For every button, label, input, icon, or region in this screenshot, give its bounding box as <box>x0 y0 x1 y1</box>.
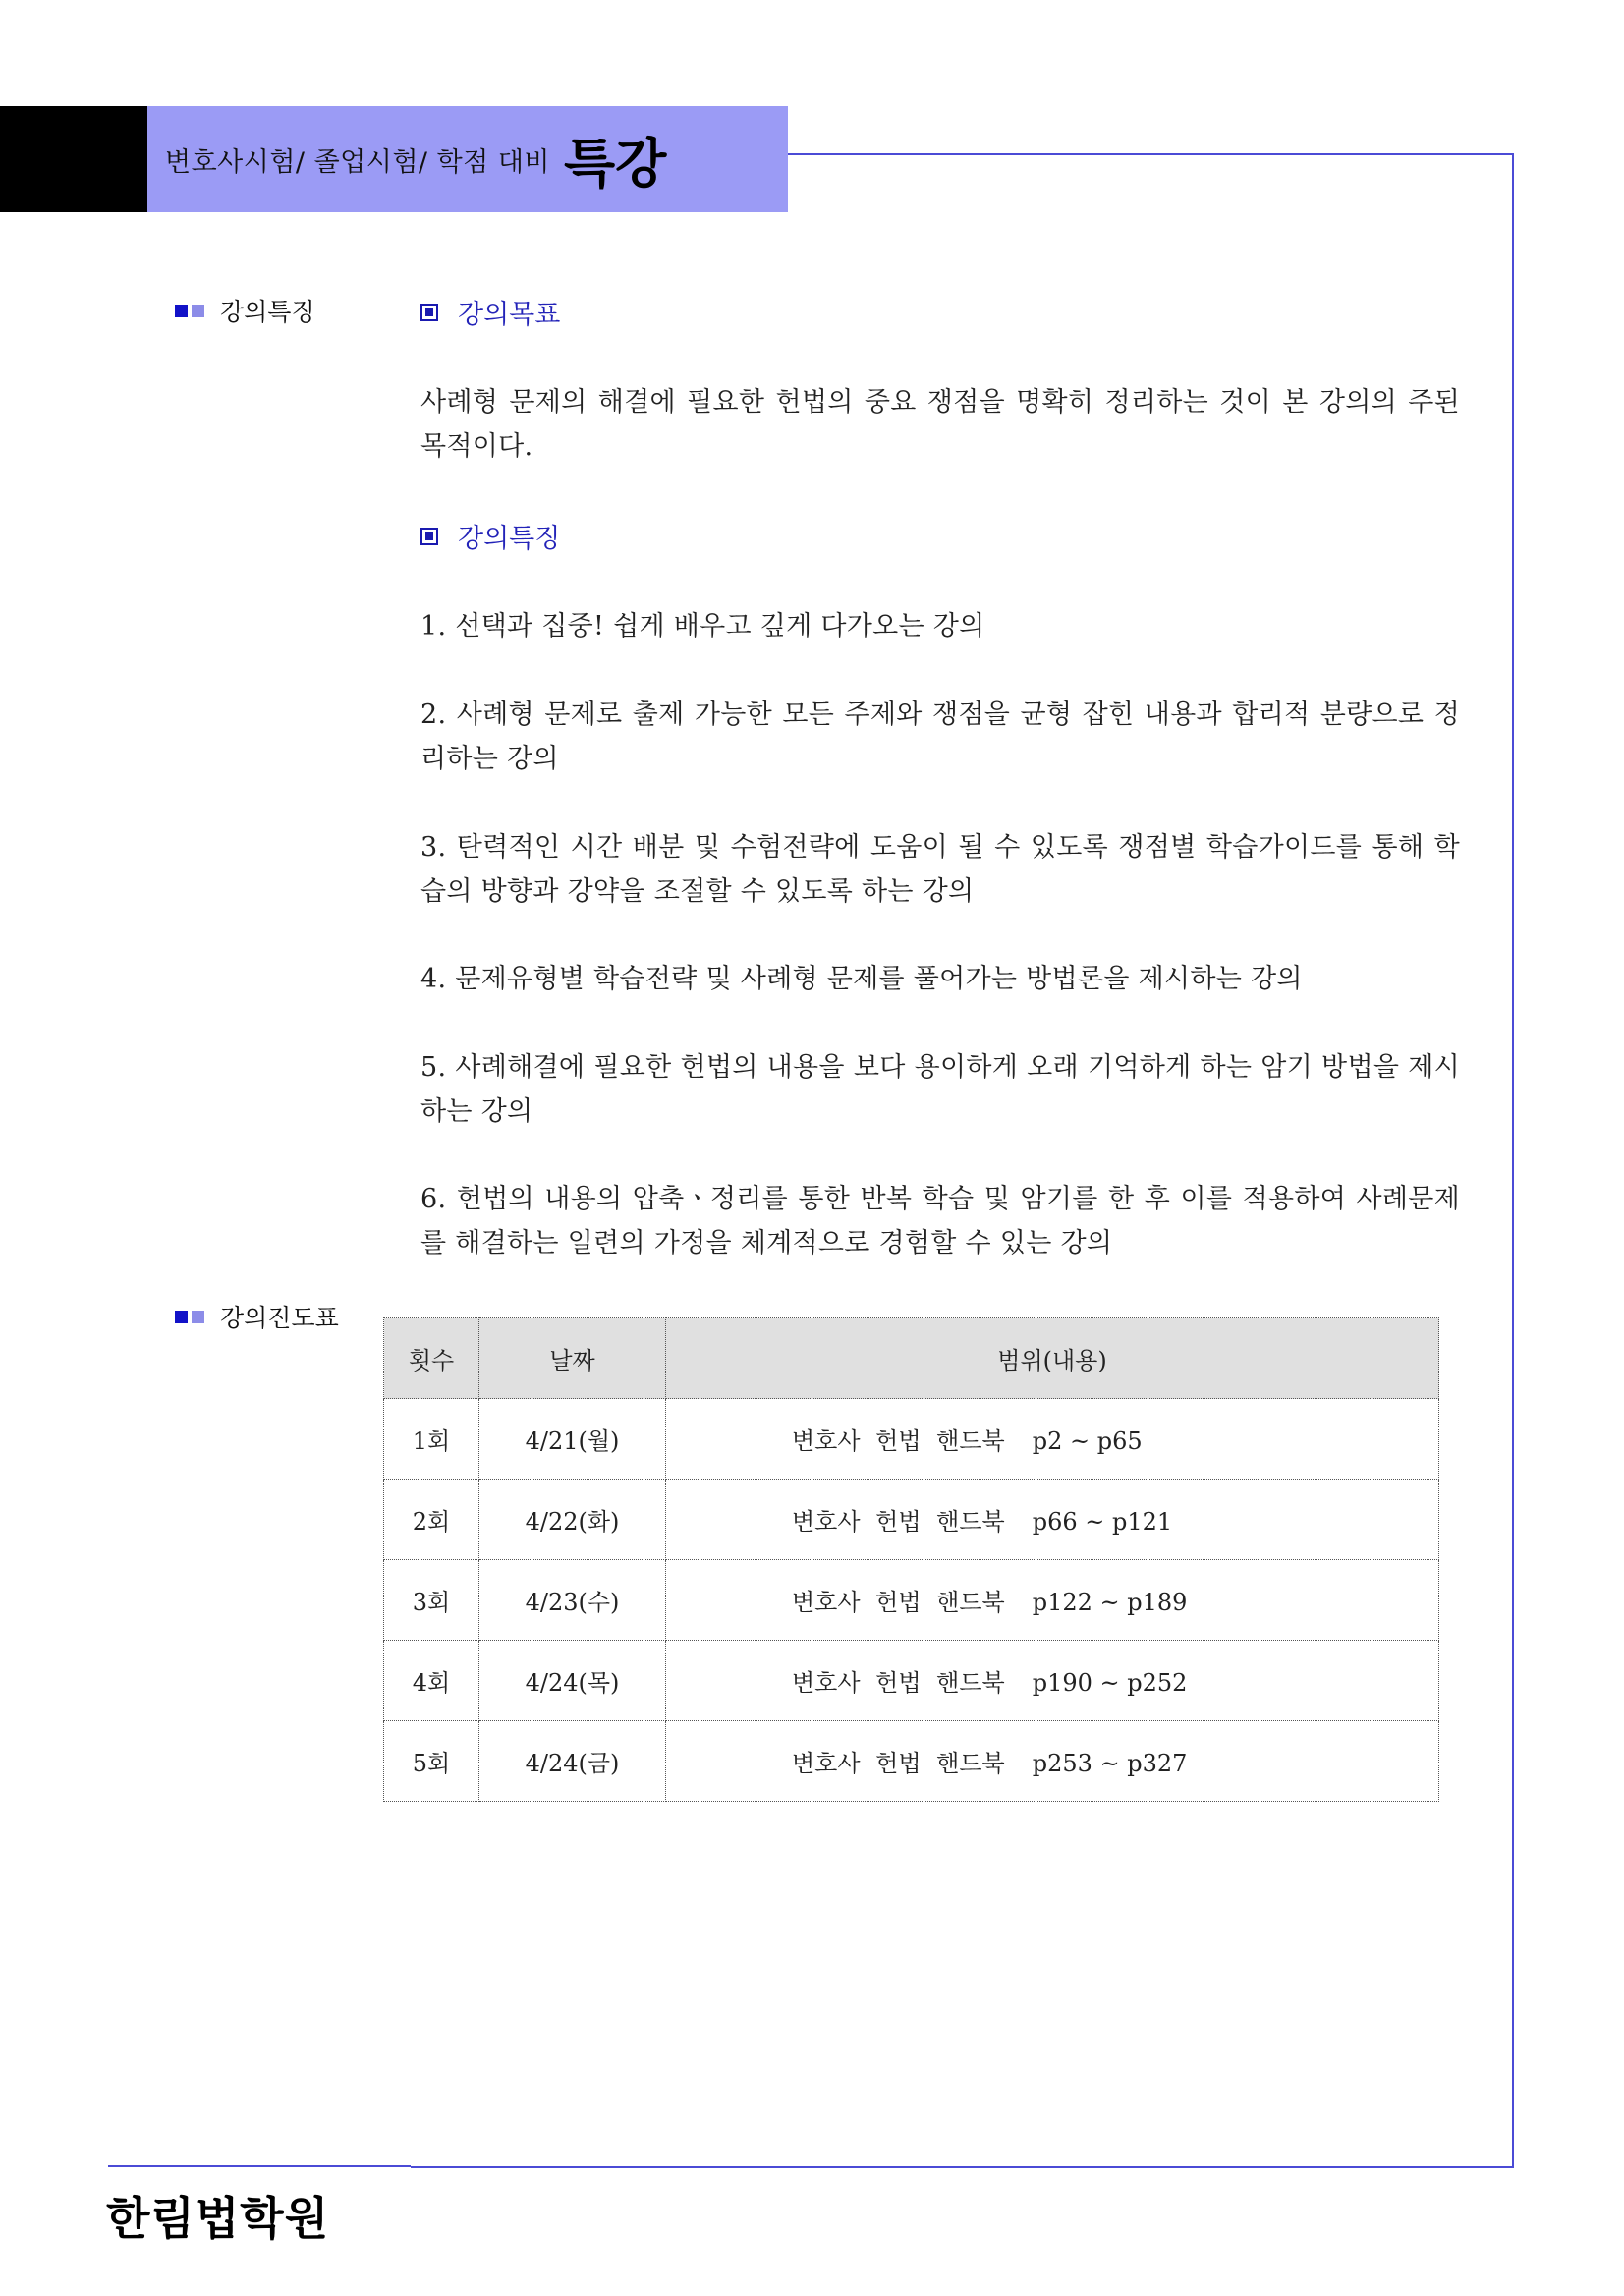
table-row <box>384 1560 1439 1641</box>
goal-heading <box>420 293 560 331</box>
header-cell-date: 날짜 <box>479 1318 666 1399</box>
features-heading-text: 강의특징 <box>458 524 561 554</box>
header-cell-num: 횟수 <box>384 1318 479 1399</box>
feature-item: 5. 사례해결에 필요한 헌법의 내용을 보다 용이하게 오래 기억하게 하는 암기 방법을 제시하는 강의 <box>420 1052 1460 1127</box>
academy-logo: 한림법학원 <box>106 2192 330 2245</box>
boxed-square-icon <box>420 304 438 321</box>
cell-book: 변호사 헌법 핸드북 <box>792 1508 1005 1536</box>
cell-pages: p122 ~ p189 <box>1032 1589 1188 1616</box>
table-row <box>384 1721 1439 1802</box>
cell-range <box>666 1641 1439 1721</box>
cell-num: 3회 <box>384 1560 479 1641</box>
feature-item: 1. 선택과 집중! 쉽게 배우고 깊게 다가오는 강의 <box>420 611 985 642</box>
cell-date: 4/23(수) <box>479 1560 666 1641</box>
cell-book: 변호사 헌법 핸드북 <box>792 1428 1005 1455</box>
cell-pages: p66 ~ p121 <box>1032 1508 1173 1536</box>
header-cell-range: 범위(내용) <box>666 1318 1439 1399</box>
feature-item: 4. 문제유형별 학습전략 및 사례형 문제를 풀어가는 방법론을 제시하는 강의 <box>420 964 1303 994</box>
cell-date: 4/24(목) <box>479 1641 666 1721</box>
table-row <box>384 1641 1439 1721</box>
square-bullet-icon <box>192 1311 204 1323</box>
frame-top-line <box>788 153 1513 155</box>
cell-range <box>666 1560 1439 1641</box>
header-black-block <box>0 106 147 212</box>
side-label-features <box>175 293 315 328</box>
cell-num: 2회 <box>384 1480 479 1560</box>
footer-divider <box>108 2165 411 2167</box>
frame-right-line <box>1512 153 1514 2167</box>
table-row <box>384 1480 1439 1560</box>
header-subtitle: 변호사시험/ 졸업시험/ 학점 대비 <box>165 146 551 178</box>
goal-text: 사례형 문제의 해결에 필요한 헌법의 중요 쟁점을 명확히 정리하는 것이 본 강의의 주된 목적이다. <box>420 387 1460 462</box>
side-label-features-text: 강의특징 <box>220 298 315 326</box>
header-title: 특강 <box>564 132 667 195</box>
cell-num: 4회 <box>384 1641 479 1721</box>
cell-range <box>666 1480 1439 1560</box>
cell-num: 5회 <box>384 1721 479 1802</box>
square-bullet-icon <box>192 305 204 317</box>
table-header-row <box>384 1318 1439 1399</box>
cell-pages: p253 ~ p327 <box>1032 1750 1188 1777</box>
cell-range <box>666 1399 1439 1480</box>
boxed-square-icon <box>420 528 438 545</box>
cell-pages: p190 ~ p252 <box>1032 1669 1188 1697</box>
goal-heading-text: 강의목표 <box>458 300 561 330</box>
feature-item: 3. 탄력적인 시간 배분 및 수험전략에 도움이 될 수 있도록 쟁점별 학습가이드를 통해 학습의 방향과 강약을 조절할 수 있도록 하는 강의 <box>420 832 1460 907</box>
cell-book: 변호사 헌법 핸드북 <box>792 1750 1005 1777</box>
feature-item: 2. 사례형 문제로 출제 가능한 모든 주제와 쟁점을 균형 잡힌 내용과 합리적 분량으로 정리하는 강의 <box>420 700 1460 774</box>
cell-book: 변호사 헌법 핸드북 <box>792 1589 1005 1616</box>
features-heading <box>420 517 560 555</box>
frame-bottom-line <box>411 2166 1514 2168</box>
cell-date: 4/24(금) <box>479 1721 666 1802</box>
schedule-table <box>383 1317 1439 1802</box>
cell-book: 변호사 헌법 핸드북 <box>792 1669 1005 1697</box>
square-bullet-icon <box>175 305 188 317</box>
side-label-schedule-text: 강의진도표 <box>220 1304 339 1332</box>
feature-item: 6. 헌법의 내용의 압축ㆍ정리를 통한 반복 학습 및 암기를 한 후 이를 적용하여 사례문제를 해결하는 일련의 가정을 체계적으로 경험할 수 있는 강의 <box>420 1184 1460 1259</box>
table-row <box>384 1399 1439 1480</box>
cell-range <box>666 1721 1439 1802</box>
side-label-schedule <box>175 1299 339 1334</box>
square-bullet-icon <box>175 1311 188 1323</box>
header-band <box>147 106 788 212</box>
cell-date: 4/22(화) <box>479 1480 666 1560</box>
cell-num: 1회 <box>384 1399 479 1480</box>
cell-pages: p2 ~ p65 <box>1032 1428 1143 1455</box>
cell-date: 4/21(월) <box>479 1399 666 1480</box>
